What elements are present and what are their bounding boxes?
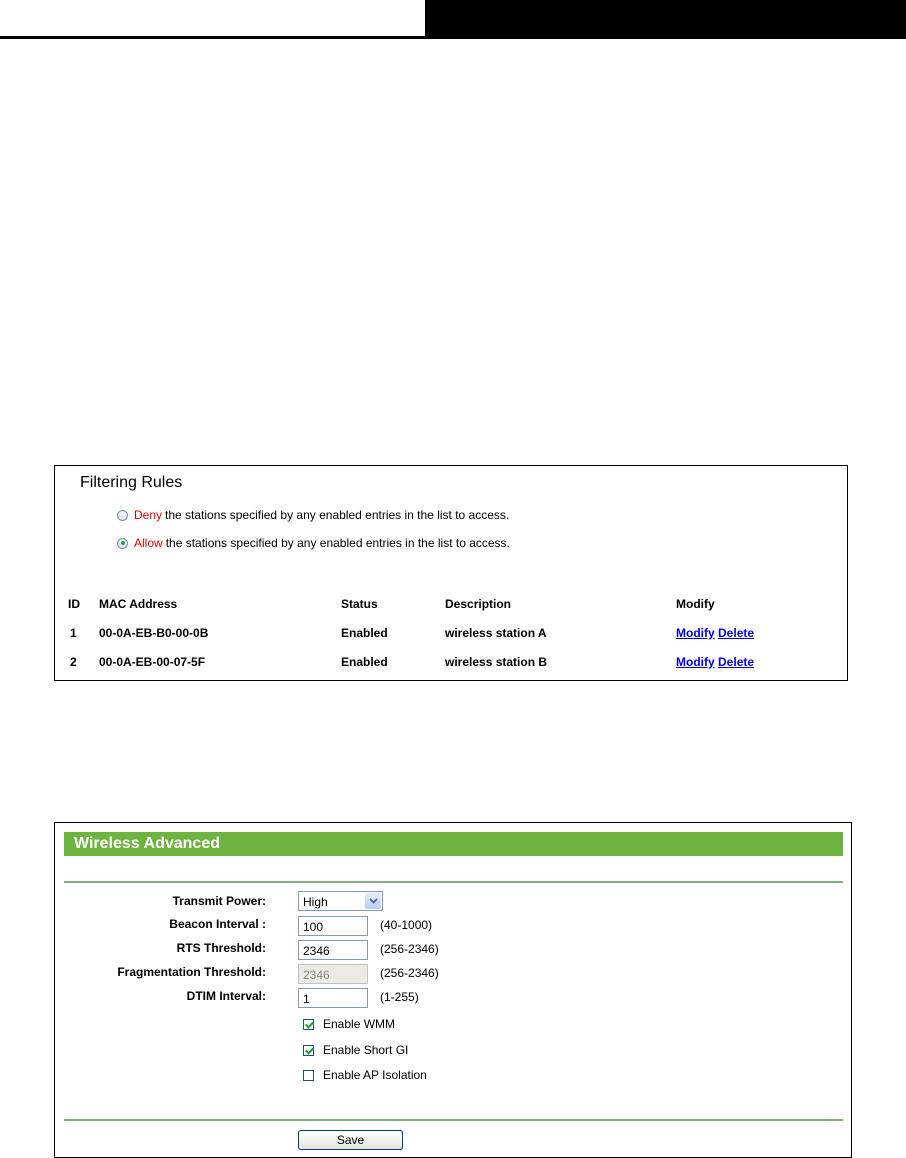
row-mac: 00-0A-EB-B0-00-0B: [99, 626, 209, 640]
deny-text: the stations specified by any enabled entries in the list to access.: [165, 508, 510, 522]
wireless-advanced-panel: [54, 822, 852, 1158]
col-header-id: ID: [68, 597, 80, 611]
filtering-rules-title: Filtering Rules: [80, 474, 183, 491]
row-description: wireless station A: [445, 626, 547, 640]
row-description: wireless station B: [445, 655, 548, 669]
col-header-description: Description: [445, 597, 512, 611]
enable-short-gi-checkbox[interactable]: [303, 1045, 314, 1056]
header-rule: [0, 36, 425, 39]
enable-ap-isolation-option[interactable]: [303, 1068, 427, 1082]
allow-text: the stations specified by any enabled entries in the list to access.: [165, 536, 510, 550]
enable-wmm-option[interactable]: [303, 1017, 395, 1031]
filtering-rules-panel: [54, 465, 848, 681]
enable-short-gi-label: Enable Short GI: [323, 1043, 409, 1057]
allow-radio[interactable]: [117, 538, 128, 549]
modify-link[interactable]: Modify: [676, 626, 715, 640]
enable-ap-isolation-label: Enable AP Isolation: [323, 1068, 427, 1082]
chevron-down-icon[interactable]: [365, 893, 381, 909]
fragmentation-threshold-range: (256-2346): [380, 966, 439, 980]
wireless-advanced-title: Wireless Advanced: [64, 832, 843, 856]
deny-option[interactable]: [117, 508, 509, 522]
dtim-interval-input[interactable]: 1: [298, 988, 368, 1008]
delete-link[interactable]: Delete: [718, 655, 755, 669]
fragmentation-threshold-label: Fragmentation Threshold:: [117, 965, 266, 979]
divider-bottom: [64, 1119, 843, 1121]
enable-ap-isolation-checkbox[interactable]: [303, 1070, 314, 1081]
dtim-interval-range: (1-255): [380, 990, 419, 1004]
beacon-interval-range: (40-1000): [380, 918, 433, 932]
col-header-mac: MAC Address: [99, 597, 178, 611]
col-header-status: Status: [341, 597, 378, 611]
transmit-power-select[interactable]: [298, 891, 383, 911]
deny-radio[interactable]: [117, 510, 128, 521]
row-id: 1: [70, 626, 77, 640]
transmit-power-value: High: [303, 895, 328, 909]
row-status: Enabled: [341, 626, 388, 640]
allow-option[interactable]: [117, 536, 510, 550]
row-actions: [676, 655, 754, 669]
save-button[interactable]: Save: [298, 1130, 403, 1150]
rts-threshold-input[interactable]: 2346: [298, 940, 368, 960]
beacon-interval-input[interactable]: 100: [298, 916, 368, 936]
divider-top: [64, 881, 843, 883]
row-mac: 00-0A-EB-00-07-5F: [99, 655, 206, 669]
rts-threshold-label: RTS Threshold:: [176, 941, 266, 955]
header-black-bar: [425, 0, 906, 39]
row-status: Enabled: [341, 655, 388, 669]
modify-link[interactable]: Modify: [676, 655, 715, 669]
fragmentation-threshold-input: 2346: [298, 964, 368, 984]
enable-wmm-label: Enable WMM: [323, 1017, 396, 1031]
enable-wmm-checkbox[interactable]: [303, 1019, 314, 1030]
deny-keyword: Deny: [134, 508, 163, 522]
beacon-interval-label: Beacon Interval :: [169, 917, 266, 931]
enable-short-gi-option[interactable]: [303, 1043, 408, 1057]
delete-link[interactable]: Delete: [718, 626, 755, 640]
dtim-interval-label: DTIM Interval:: [186, 989, 266, 1003]
row-actions: [676, 626, 754, 640]
allow-keyword: Allow: [134, 536, 163, 550]
transmit-power-label: Transmit Power:: [172, 894, 266, 908]
row-id: 2: [70, 655, 77, 669]
rts-threshold-range: (256-2346): [380, 942, 439, 956]
col-header-modify: Modify: [676, 597, 715, 611]
